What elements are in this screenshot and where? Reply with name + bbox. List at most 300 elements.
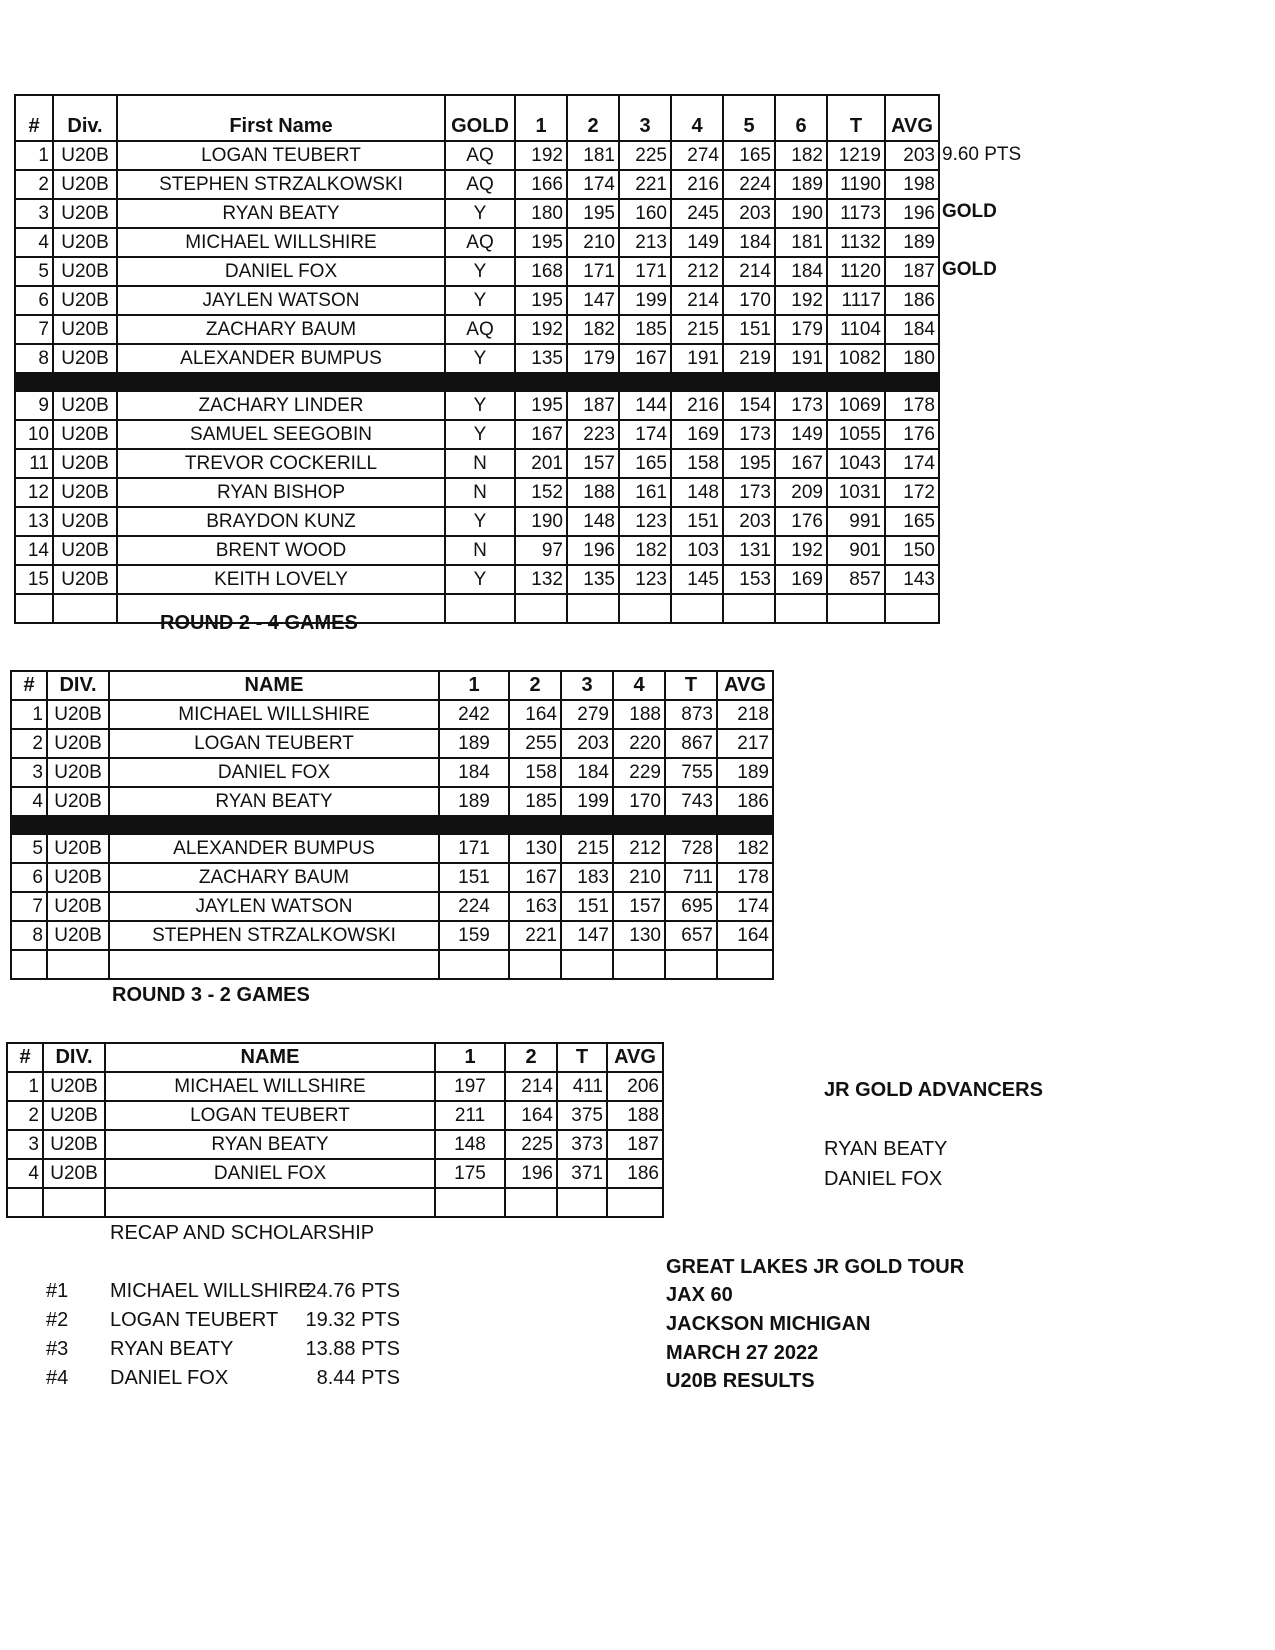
game-score-cell: 184	[561, 758, 613, 787]
rank-cell: 4	[15, 228, 53, 257]
average-cell: 165	[885, 507, 939, 536]
bowler-name-cell: DANIEL FOX	[109, 758, 439, 787]
total-cell: 695	[665, 892, 717, 921]
rank-cell: 6	[15, 286, 53, 315]
event-center: JAX 60	[666, 1284, 733, 1306]
gold-status-cell: N	[445, 478, 515, 507]
average-cell: 180	[885, 344, 939, 373]
division-cell: U20B	[53, 449, 117, 478]
header-game-2: 2	[509, 671, 561, 700]
game-score-cell: 158	[671, 449, 723, 478]
gold-status-cell: Y	[445, 257, 515, 286]
game-score-cell: 216	[671, 391, 723, 420]
division-cell: U20B	[53, 420, 117, 449]
game-score-cell: 216	[671, 170, 723, 199]
game-score-cell: 167	[509, 863, 561, 892]
game-score-cell: 188	[567, 478, 619, 507]
gold-status-cell: AQ	[445, 170, 515, 199]
average-cell: 174	[885, 449, 939, 478]
game-score-cell: 182	[775, 141, 827, 170]
bowler-name-cell: MICHAEL WILLSHIRE	[117, 228, 445, 257]
blank-cell	[47, 950, 109, 979]
blank-cell	[567, 594, 619, 623]
game-score-cell: 203	[561, 729, 613, 758]
average-cell: 203	[885, 141, 939, 170]
bowler-name-cell: MICHAEL WILLSHIRE	[109, 700, 439, 729]
blank-cell	[827, 594, 885, 623]
game-score-cell: 157	[567, 449, 619, 478]
blank-cell	[775, 594, 827, 623]
total-cell: 373	[557, 1130, 607, 1159]
round2-title: ROUND 2 - 4 GAMES	[160, 612, 358, 634]
blank-row	[7, 1188, 663, 1217]
header-avg: AVG	[607, 1043, 663, 1072]
game-score-cell: 158	[509, 758, 561, 787]
header-game-3: 3	[619, 95, 671, 141]
game-score-cell: 97	[515, 536, 567, 565]
rank-cell: 7	[15, 315, 53, 344]
total-cell: 1117	[827, 286, 885, 315]
rank-cell: 5	[15, 257, 53, 286]
total-cell: 711	[665, 863, 717, 892]
round1-table	[14, 94, 940, 624]
round2-table	[10, 670, 774, 980]
table-row	[15, 315, 939, 344]
table-row	[11, 787, 773, 816]
game-score-cell: 151	[671, 507, 723, 536]
game-score-cell: 151	[723, 315, 775, 344]
cut-line-bar	[15, 373, 939, 391]
table-row	[15, 199, 939, 228]
division-cell: U20B	[43, 1101, 105, 1130]
average-cell: 176	[885, 420, 939, 449]
header-gold: GOLD	[445, 95, 515, 141]
bowler-name-cell: MICHAEL WILLSHIRE	[105, 1072, 435, 1101]
table-row	[15, 478, 939, 507]
game-score-cell: 164	[509, 700, 561, 729]
division-cell: U20B	[53, 344, 117, 373]
game-score-cell: 214	[505, 1072, 557, 1101]
table-row	[15, 344, 939, 373]
game-score-cell: 169	[775, 565, 827, 594]
header-game-4: 4	[613, 671, 665, 700]
game-score-cell: 174	[567, 170, 619, 199]
game-score-cell: 130	[509, 834, 561, 863]
bowler-name-cell: STEPHEN STRZALKOWSKI	[109, 921, 439, 950]
game-score-cell: 103	[671, 536, 723, 565]
total-cell: 1190	[827, 170, 885, 199]
blank-cell	[109, 950, 439, 979]
header-rank: #	[15, 95, 53, 141]
table-row	[15, 507, 939, 536]
bowler-name-cell: LOGAN TEUBERT	[105, 1101, 435, 1130]
total-cell: 1082	[827, 344, 885, 373]
division-cell: U20B	[47, 921, 109, 950]
round1-header-row	[15, 95, 939, 141]
game-score-cell: 149	[671, 228, 723, 257]
blank-cell	[665, 950, 717, 979]
header-first-name: First Name	[117, 95, 445, 141]
bowler-name-cell: DANIEL FOX	[117, 257, 445, 286]
average-cell: 150	[885, 536, 939, 565]
division-cell: U20B	[53, 141, 117, 170]
game-score-cell: 153	[723, 565, 775, 594]
header-game-1: 1	[439, 671, 509, 700]
game-score-cell: 213	[619, 228, 671, 257]
total-cell: 1055	[827, 420, 885, 449]
game-score-cell: 182	[567, 315, 619, 344]
division-cell: U20B	[47, 863, 109, 892]
recap-points: 13.88 PTS	[305, 1338, 400, 1360]
gold-status-cell: N	[445, 449, 515, 478]
bowler-name-cell: ALEXANDER BUMPUS	[109, 834, 439, 863]
bowler-name-cell: RYAN BEATY	[105, 1130, 435, 1159]
gold-status-cell: Y	[445, 507, 515, 536]
table-row	[11, 729, 773, 758]
total-cell: 1031	[827, 478, 885, 507]
game-score-cell: 224	[723, 170, 775, 199]
game-score-cell: 173	[723, 420, 775, 449]
division-cell: U20B	[47, 758, 109, 787]
gold-status-cell: AQ	[445, 228, 515, 257]
blank-cell	[607, 1188, 663, 1217]
game-score-cell: 211	[435, 1101, 505, 1130]
game-score-cell: 167	[515, 420, 567, 449]
game-score-cell: 167	[619, 344, 671, 373]
rank-cell: 1	[7, 1072, 43, 1101]
game-score-cell: 203	[723, 507, 775, 536]
game-score-cell: 179	[775, 315, 827, 344]
game-score-cell: 148	[567, 507, 619, 536]
round2-header-row	[11, 671, 773, 700]
table-row	[11, 700, 773, 729]
blank-row	[15, 594, 939, 623]
gold-status-cell: AQ	[445, 315, 515, 344]
game-score-cell: 210	[613, 863, 665, 892]
division-cell: U20B	[43, 1159, 105, 1188]
header-game-5: 5	[723, 95, 775, 141]
recap-rank: #3	[46, 1338, 69, 1360]
game-score-cell: 161	[619, 478, 671, 507]
bowler-name-cell: ZACHARY BAUM	[109, 863, 439, 892]
table-row	[15, 170, 939, 199]
division-cell: U20B	[47, 787, 109, 816]
game-score-cell: 132	[515, 565, 567, 594]
rank-cell: 11	[15, 449, 53, 478]
header-game-3: 3	[561, 671, 613, 700]
average-cell: 178	[717, 863, 773, 892]
blank-row	[11, 950, 773, 979]
total-cell: 867	[665, 729, 717, 758]
game-score-cell: 214	[671, 286, 723, 315]
advancer-name: DANIEL FOX	[824, 1168, 943, 1190]
average-cell: 196	[885, 199, 939, 228]
game-score-cell: 210	[567, 228, 619, 257]
total-cell: 991	[827, 507, 885, 536]
average-cell: 189	[885, 228, 939, 257]
rank-cell: 5	[11, 834, 47, 863]
bowler-name-cell: LOGAN TEUBERT	[117, 141, 445, 170]
game-score-cell: 199	[561, 787, 613, 816]
bowler-name-cell: STEPHEN STRZALKOWSKI	[117, 170, 445, 199]
game-score-cell: 171	[619, 257, 671, 286]
rank-cell: 6	[11, 863, 47, 892]
total-cell: 1069	[827, 391, 885, 420]
game-score-cell: 192	[515, 315, 567, 344]
division-cell: U20B	[43, 1072, 105, 1101]
game-score-cell: 183	[561, 863, 613, 892]
total-cell: 371	[557, 1159, 607, 1188]
division-cell: U20B	[53, 478, 117, 507]
blank-cell	[11, 950, 47, 979]
game-score-cell: 145	[671, 565, 723, 594]
rank-cell: 13	[15, 507, 53, 536]
rank-cell: 8	[15, 344, 53, 373]
table-row	[15, 141, 939, 170]
table-row	[11, 892, 773, 921]
division-cell: U20B	[53, 507, 117, 536]
average-cell: 206	[607, 1072, 663, 1101]
total-cell: 728	[665, 834, 717, 863]
total-cell: 1120	[827, 257, 885, 286]
header-game-1: 1	[515, 95, 567, 141]
blank-cell	[509, 950, 561, 979]
table-row	[7, 1159, 663, 1188]
game-score-cell: 173	[723, 478, 775, 507]
game-score-cell: 164	[505, 1101, 557, 1130]
bowler-name-cell: BRAYDON KUNZ	[117, 507, 445, 536]
average-cell: 182	[717, 834, 773, 863]
game-score-cell: 195	[515, 391, 567, 420]
game-score-cell: 171	[567, 257, 619, 286]
total-cell: 1132	[827, 228, 885, 257]
division-cell: U20B	[47, 834, 109, 863]
average-cell: 174	[717, 892, 773, 921]
game-score-cell: 185	[509, 787, 561, 816]
average-cell: 186	[607, 1159, 663, 1188]
table-row	[7, 1072, 663, 1101]
advancer-name: RYAN BEATY	[824, 1138, 948, 1160]
game-score-cell: 196	[505, 1159, 557, 1188]
game-score-cell: 171	[439, 834, 509, 863]
table-row	[15, 420, 939, 449]
game-score-cell: 148	[435, 1130, 505, 1159]
average-cell: 143	[885, 565, 939, 594]
gold-status-cell: Y	[445, 565, 515, 594]
game-score-cell: 190	[515, 507, 567, 536]
rank-cell: 8	[11, 921, 47, 950]
blank-cell	[613, 950, 665, 979]
game-score-cell: 189	[775, 170, 827, 199]
event-division: U20B RESULTS	[666, 1370, 815, 1392]
game-score-cell: 159	[439, 921, 509, 950]
game-score-cell: 170	[723, 286, 775, 315]
game-score-cell: 154	[723, 391, 775, 420]
rank-cell: 2	[15, 170, 53, 199]
game-score-cell: 245	[671, 199, 723, 228]
game-score-cell: 165	[619, 449, 671, 478]
game-score-cell: 209	[775, 478, 827, 507]
rank-cell: 2	[11, 729, 47, 758]
recap-rank: #2	[46, 1309, 69, 1331]
table-row	[11, 834, 773, 863]
event-location: JACKSON MICHIGAN	[666, 1313, 871, 1335]
cut-line	[15, 373, 939, 391]
table-row	[15, 228, 939, 257]
table-row	[11, 863, 773, 892]
game-score-cell: 185	[619, 315, 671, 344]
event-tour: GREAT LAKES JR GOLD TOUR	[666, 1256, 965, 1278]
blank-cell	[717, 950, 773, 979]
blank-cell	[435, 1188, 505, 1217]
header-avg: AVG	[885, 95, 939, 141]
header-div: Div.	[53, 95, 117, 141]
header-game-4: 4	[671, 95, 723, 141]
total-cell: 901	[827, 536, 885, 565]
game-score-cell: 214	[723, 257, 775, 286]
total-cell: 1043	[827, 449, 885, 478]
blank-cell	[561, 950, 613, 979]
game-score-cell: 229	[613, 758, 665, 787]
bowler-name-cell: ZACHARY LINDER	[117, 391, 445, 420]
blank-cell	[619, 594, 671, 623]
average-cell: 178	[885, 391, 939, 420]
division-cell: U20B	[43, 1130, 105, 1159]
header-total: T	[665, 671, 717, 700]
bowler-name-cell: RYAN BEATY	[109, 787, 439, 816]
game-score-cell: 149	[775, 420, 827, 449]
bowler-name-cell: BRENT WOOD	[117, 536, 445, 565]
bowler-name-cell: ALEXANDER BUMPUS	[117, 344, 445, 373]
game-score-cell: 182	[619, 536, 671, 565]
game-score-cell: 147	[561, 921, 613, 950]
average-cell: 172	[885, 478, 939, 507]
total-cell: 375	[557, 1101, 607, 1130]
blank-cell	[885, 594, 939, 623]
game-score-cell: 212	[613, 834, 665, 863]
game-score-cell: 274	[671, 141, 723, 170]
game-score-cell: 279	[561, 700, 613, 729]
average-cell: 217	[717, 729, 773, 758]
blank-cell	[723, 594, 775, 623]
rank-cell: 4	[11, 787, 47, 816]
blank-cell	[515, 594, 567, 623]
blank-cell	[505, 1188, 557, 1217]
header-total: T	[557, 1043, 607, 1072]
game-score-cell: 176	[775, 507, 827, 536]
game-score-cell: 123	[619, 565, 671, 594]
table-row	[15, 391, 939, 420]
average-cell: 218	[717, 700, 773, 729]
division-cell: U20B	[53, 199, 117, 228]
header-div: DIV.	[43, 1043, 105, 1072]
advancers-title: JR GOLD ADVANCERS	[824, 1079, 1043, 1101]
table-row	[15, 536, 939, 565]
header-game-1: 1	[435, 1043, 505, 1072]
game-score-cell: 166	[515, 170, 567, 199]
division-cell: U20B	[53, 536, 117, 565]
division-cell: U20B	[53, 257, 117, 286]
cut-line	[11, 816, 773, 834]
rank-cell: 2	[7, 1101, 43, 1130]
game-score-cell: 160	[619, 199, 671, 228]
game-score-cell: 220	[613, 729, 665, 758]
game-score-cell: 191	[671, 344, 723, 373]
rank-cell: 4	[7, 1159, 43, 1188]
bowler-name-cell: LOGAN TEUBERT	[109, 729, 439, 758]
game-score-cell: 192	[775, 286, 827, 315]
header-div: DIV.	[47, 671, 109, 700]
recap-points: 8.44 PTS	[316, 1367, 400, 1389]
game-score-cell: 203	[723, 199, 775, 228]
game-score-cell: 147	[567, 286, 619, 315]
average-cell: 186	[885, 286, 939, 315]
total-cell: 1173	[827, 199, 885, 228]
gold-status-cell: Y	[445, 286, 515, 315]
bowler-name-cell: ZACHARY BAUM	[117, 315, 445, 344]
game-score-cell: 242	[439, 700, 509, 729]
game-score-cell: 215	[561, 834, 613, 863]
total-cell: 657	[665, 921, 717, 950]
rank-cell: 3	[15, 199, 53, 228]
game-score-cell: 163	[509, 892, 561, 921]
game-score-cell: 130	[613, 921, 665, 950]
rank-cell: 12	[15, 478, 53, 507]
average-cell: 189	[717, 758, 773, 787]
table-row	[15, 257, 939, 286]
bowler-name-cell: JAYLEN WATSON	[117, 286, 445, 315]
bowler-name-cell: DANIEL FOX	[105, 1159, 435, 1188]
game-score-cell: 165	[723, 141, 775, 170]
average-cell: 198	[885, 170, 939, 199]
round3-table	[6, 1042, 664, 1218]
game-score-cell: 212	[671, 257, 723, 286]
game-score-cell: 184	[723, 228, 775, 257]
game-score-cell: 179	[567, 344, 619, 373]
game-score-cell: 135	[515, 344, 567, 373]
header-total: T	[827, 95, 885, 141]
total-cell: 857	[827, 565, 885, 594]
rank-cell: 9	[15, 391, 53, 420]
game-score-cell: 174	[619, 420, 671, 449]
rank-cell: 14	[15, 536, 53, 565]
bowler-name-cell: JAYLEN WATSON	[109, 892, 439, 921]
header-rank: #	[7, 1043, 43, 1072]
header-game-6: 6	[775, 95, 827, 141]
average-cell: 164	[717, 921, 773, 950]
blank-cell	[439, 950, 509, 979]
division-cell: U20B	[53, 565, 117, 594]
game-score-cell: 169	[671, 420, 723, 449]
average-cell: 187	[885, 257, 939, 286]
average-cell: 186	[717, 787, 773, 816]
total-cell: 755	[665, 758, 717, 787]
blank-cell	[15, 594, 53, 623]
game-score-cell: 191	[775, 344, 827, 373]
division-cell: U20B	[53, 391, 117, 420]
game-score-cell: 221	[509, 921, 561, 950]
recap-title: RECAP AND SCHOLARSHIP	[110, 1222, 375, 1244]
division-cell: U20B	[53, 170, 117, 199]
gold-status-cell: Y	[445, 420, 515, 449]
cut-line-bar	[11, 816, 773, 834]
blank-cell	[445, 594, 515, 623]
blank-cell	[557, 1188, 607, 1217]
division-cell: U20B	[47, 892, 109, 921]
table-row	[11, 921, 773, 950]
points-note: 9.60 PTS	[942, 144, 1022, 165]
game-score-cell: 173	[775, 391, 827, 420]
